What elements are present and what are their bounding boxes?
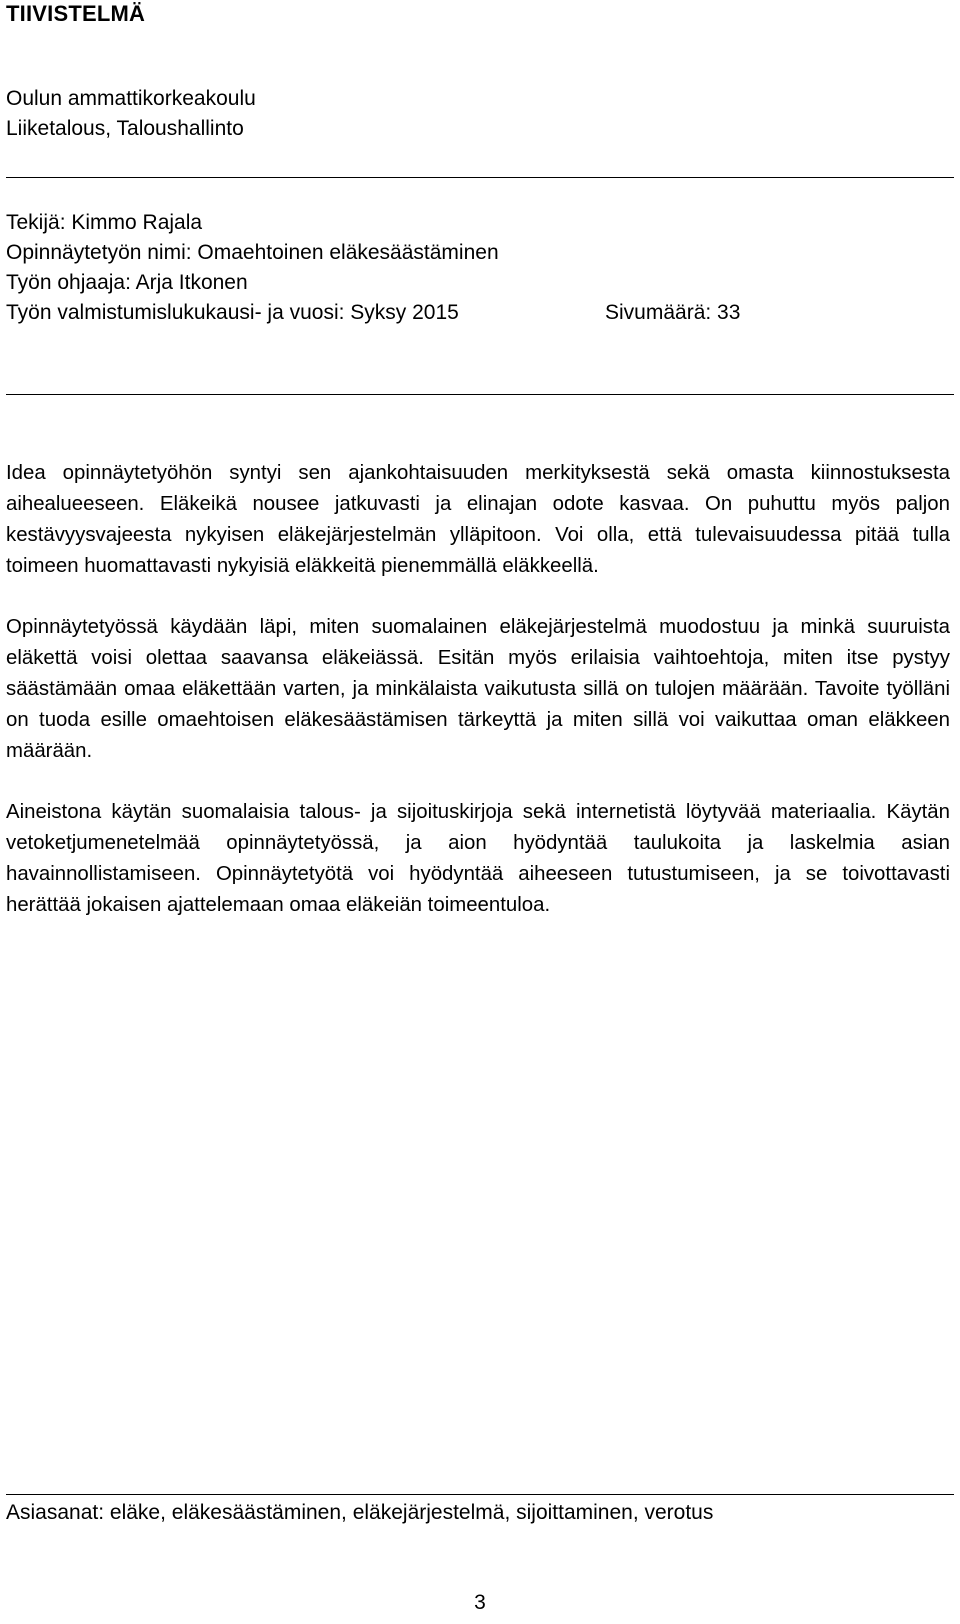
degree-program: Liiketalous, Taloushallinto xyxy=(6,117,244,140)
middle-divider xyxy=(6,394,954,395)
bottom-divider xyxy=(6,1494,954,1495)
thesis-title-line: Opinnäytetyön nimi: Omaehtoinen eläkesäästäminen xyxy=(6,241,499,264)
page-number-footer xyxy=(0,1590,960,1616)
page-count: Sivumäärä: 33 xyxy=(605,301,741,324)
period-row xyxy=(6,298,946,328)
school-name: Oulun ammattikorkeakoulu xyxy=(6,87,256,110)
organization-block xyxy=(6,84,256,144)
page-number: 3 xyxy=(474,1591,486,1614)
abstract-heading: TIIVISTELMÄ xyxy=(6,1,146,26)
author-line: Tekijä: Kimmo Rajala xyxy=(6,211,203,234)
keywords-line: Asiasanat: eläke, eläkesäästäminen, eläkejärjestelmä, sijoittaminen, verotus xyxy=(6,1501,714,1524)
abstract-paragraph-1: Idea opinnäytetyöhön syntyi sen ajankohtaisuuden merkityksestä sekä omasta kiinnostuksesta aihealueeseen. Eläkeikä nousee jatkuvasti ja elinajan odote kasvaa. On puhuttu myös paljon kestävyysvajeesta nykyisen eläkejärjestelmän ylläpitoon. Voi olla, että tulevaisuudessa pitää tulla toimeen huomattavasti nykyisiä eläkkeitä pienemmällä eläkkeellä. xyxy=(6,462,950,577)
abstract-body xyxy=(6,458,950,951)
abstract-paragraph-2: Opinnäytetyössä käydään läpi, miten suomalainen eläkejärjestelmä muodostuu ja minkä suuruista eläkettä voisi olettaa saavansa eläkeiässä. Esitän myös erilaisia vaihtoehtoja, miten itse pystyy säästämään omaa eläkettään varten, ja minkälaista vaikutusta sillä on tulojen määrään. Tavoite työlläni on tuoda esille omaehtoisen eläkesäästämisen tärkeyttä ja miten sillä voi vaikuttaa oman eläkkeen määrään. xyxy=(6,616,950,762)
abstract-paragraph-3: Aineistona käytän suomalaisia talous- ja sijoituskirjoja sekä internetistä löytyvää materiaalia. Käytän vetoketjumenetelmää opinnäytetyössä, ja aion hyödyntää taulukoita ja laskelmia asian havainnollistamiseen. Opinnäytetyötä voi hyödyntää aiheeseen tutustumiseen, ja se toivottavasti herättää jokaisen ajattelemaan omaa eläkeiän toimeentuloa. xyxy=(6,801,950,916)
top-divider xyxy=(6,177,954,178)
completion-period: Työn valmistumislukukausi- ja vuosi: Syksy 2015 xyxy=(6,301,459,324)
supervisor-line: Työn ohjaaja: Arja Itkonen xyxy=(6,271,248,294)
thesis-metadata xyxy=(6,208,946,328)
